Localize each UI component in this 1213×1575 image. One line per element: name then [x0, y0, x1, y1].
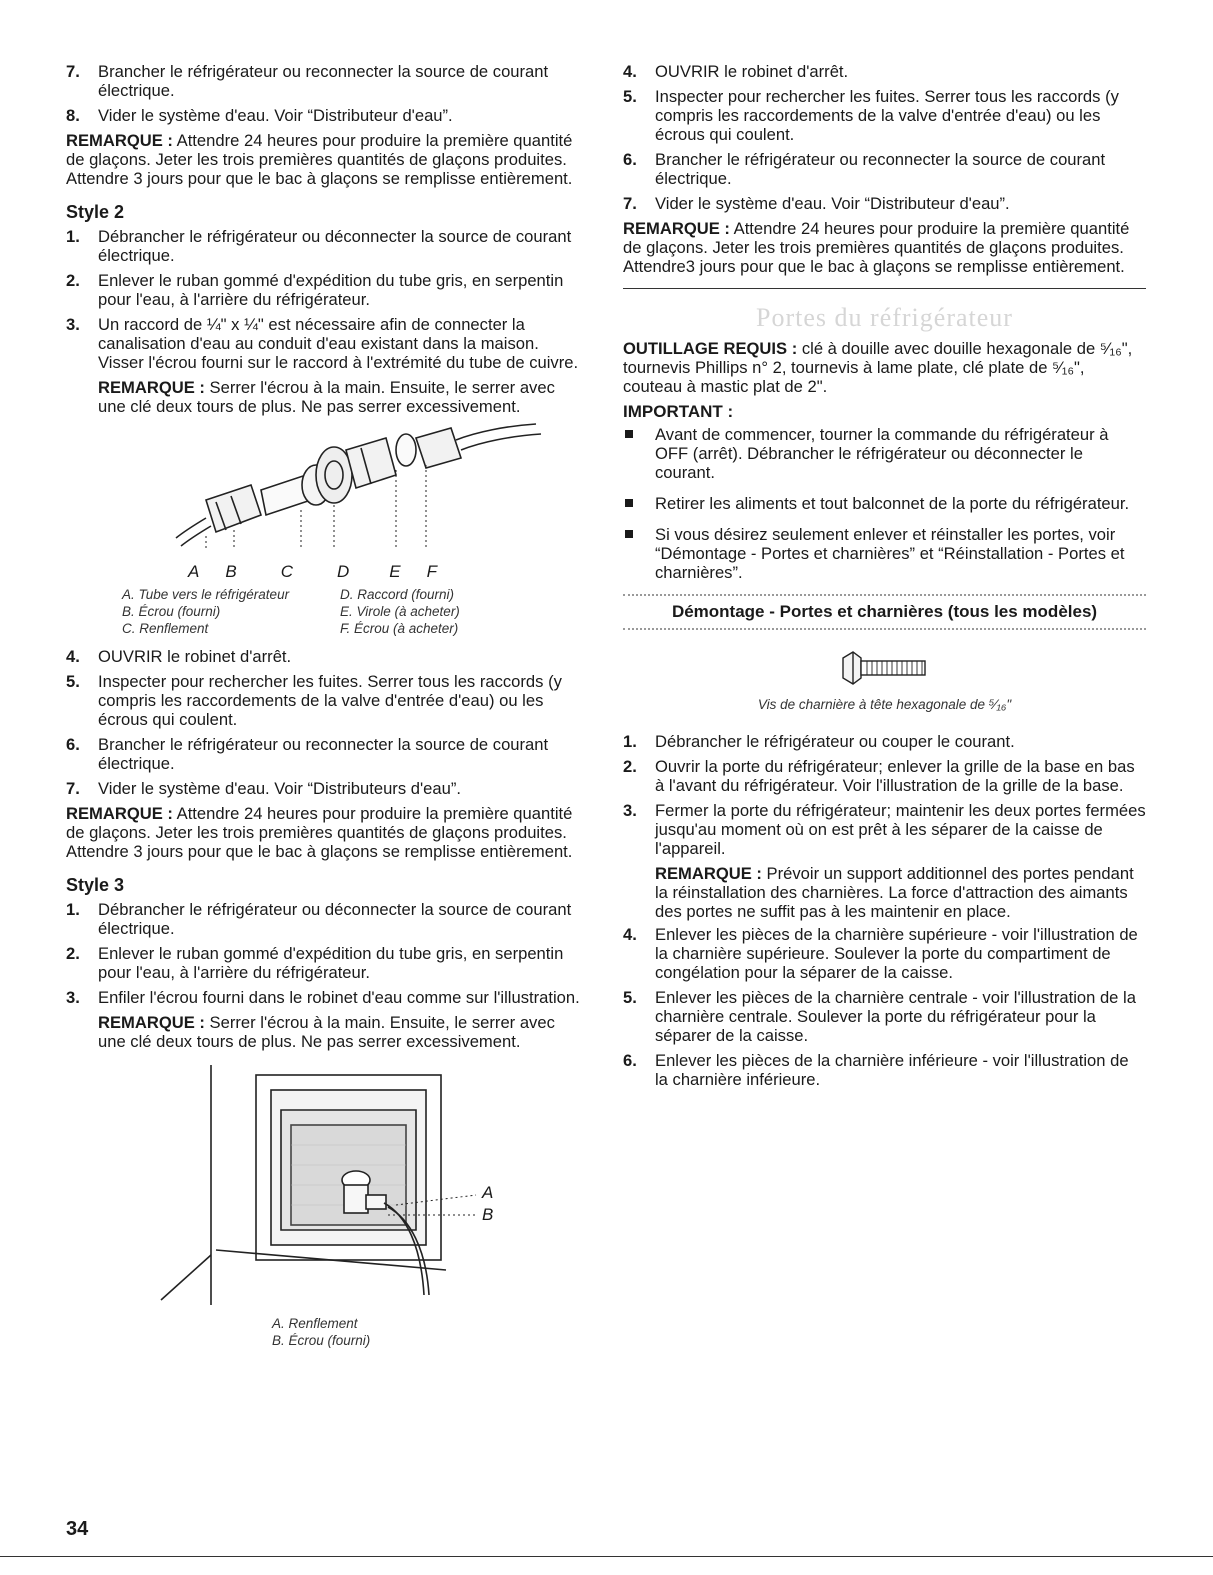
item-text: Ouvrir la porte du réfrigérateur; enlever la grille de la base en bas à l'avant du réfrigérateur. Voir l'illustration de la grille de la base.: [655, 757, 1135, 795]
item-number: 1.: [623, 732, 637, 751]
list-item: [66, 106, 586, 125]
legend-item: A. Tube vers le réfrigérateur: [122, 587, 290, 602]
list-item: [623, 87, 1146, 144]
item-number: 5.: [623, 87, 637, 106]
tools-note: [623, 339, 1146, 396]
item-text: Débrancher le réfrigérateur ou déconnecter la source de courant électrique.: [98, 900, 572, 938]
bullet-icon: [625, 499, 633, 507]
note-label: REMARQUE :: [66, 804, 173, 823]
list-item: [66, 779, 586, 798]
list-item: [623, 801, 1146, 858]
item-number: 3.: [66, 315, 80, 334]
item-number: 4.: [623, 62, 637, 81]
legend-item: B. Écrou (fourni): [122, 604, 221, 619]
list-item: [66, 647, 586, 666]
fig-letter: C: [280, 562, 293, 581]
item-text: Vider le système d'eau. Voir “Distributeur d'eau”.: [655, 194, 1010, 213]
bullet-item: [623, 494, 1146, 513]
note-label: REMARQUE :: [98, 1013, 205, 1032]
note: [623, 219, 1146, 276]
item-number: 6.: [623, 150, 637, 169]
item-number: 3.: [66, 988, 80, 1007]
item-number: 7.: [623, 194, 637, 213]
item-number: 7.: [66, 779, 80, 798]
fig-letter: F: [426, 562, 437, 581]
subsection-title: Démontage - Portes et charnières (tous les modèles): [671, 602, 1098, 621]
item-number: 1.: [66, 900, 80, 919]
figure-legend: [272, 1315, 586, 1349]
item-text: Enlever les pièces de la charnière centrale - voir l'illustration de la charnière centrale. Soulever la porte du réfrigérateur pour la séparer de la caisse.: [655, 988, 1136, 1045]
list-item: [66, 735, 586, 773]
legend-item: D. Raccord (fourni): [340, 587, 455, 602]
item-text: Brancher le réfrigérateur ou reconnecter la source de courant électrique.: [98, 735, 549, 773]
right-column: [623, 62, 1146, 1095]
note: [66, 1013, 586, 1051]
list-item: [66, 227, 586, 265]
screw-illustration: [623, 648, 1146, 712]
item-text: Fermer la porte du réfrigérateur; maintenir les deux portes fermées jusqu'au moment où on est prêt à les séparer de la caisse de l'appareil.: [655, 801, 1146, 858]
bullet-text: Avant de commencer, tourner la commande du réfrigérateur à OFF (arrêt). Débrancher le réfrigérateur ou déconnecter le courant.: [655, 425, 1109, 482]
item-number: 8.: [66, 106, 80, 125]
note: [66, 378, 586, 416]
item-number: 2.: [66, 944, 80, 963]
figure-letters: [188, 562, 586, 582]
fig-label-a: A: [482, 1183, 494, 1202]
item-number: 5.: [66, 672, 80, 691]
tools-text: clé à douille avec douille hexagonale de ⁵⁄₁₆", tournevis Phillips n° 2, tournevis à lame plate, clé plate de ⁵⁄₁₆", couteau à mastic plat de 2".: [623, 339, 1133, 396]
hex-screw-icon: [835, 648, 935, 688]
list-item: [623, 988, 1146, 1045]
note-text: Attendre 24 heures pour produire la première quantité de glaçons. Jeter les trois premières quantités de glaçons produites. Attendre 3 jours pour que le bac à glaçons se remplisse entièrement.: [66, 804, 573, 861]
valve-illustration: [66, 1055, 586, 1315]
note-text: Serrer l'écrou à la main. Ensuite, le serrer avec une clé deux tours de plus. Ne pas serrer excessivement.: [98, 1013, 555, 1051]
list-item: [623, 194, 1146, 213]
item-number: 6.: [623, 1051, 637, 1070]
note-label: REMARQUE :: [655, 864, 762, 883]
style3-heading: Style 3: [66, 875, 125, 895]
bullet-item: [623, 425, 1146, 482]
item-text: Un raccord de ¼" x ¼" est nécessaire afin de connecter la canalisation d'eau au conduit d'eau existant dans la maison. Visser l'écrou fourni sur le raccord à l'extrémité du tube de cuivre.: [98, 315, 579, 372]
section-title: Portes du réfrigérateur: [756, 303, 1013, 332]
legend-item: F. Écrou (à acheter): [340, 621, 459, 636]
item-text: OUVRIR le robinet d'arrêt.: [98, 647, 292, 666]
bullet-item: [623, 525, 1146, 582]
dotted-divider: [623, 628, 1146, 630]
item-text: Vider le système d'eau. Voir “Distributeurs d'eau”.: [98, 779, 461, 798]
list-item: [66, 672, 586, 729]
item-text: OUVRIR le robinet d'arrêt.: [655, 62, 849, 81]
item-number: 3.: [623, 801, 637, 820]
note-label: REMARQUE :: [623, 219, 730, 238]
item-number: 4.: [66, 647, 80, 666]
fig-letter: B: [225, 562, 237, 581]
list-item: [66, 988, 586, 1007]
note-label: REMARQUE :: [66, 131, 173, 150]
note-text: Serrer l'écrou à la main. Ensuite, le serrer avec une clé deux tours de plus. Ne pas serrer excessivement.: [98, 378, 555, 416]
item-text: Brancher le réfrigérateur ou reconnecter la source de courant électrique.: [655, 150, 1106, 188]
style2-heading: Style 2: [66, 202, 125, 222]
note-text: Attendre 24 heures pour produire la première quantité de glaçons. Jeter les trois premières quantités de glaçons produites. Attendre3 jours pour que le bac à glaçons se remplisse entièrement.: [623, 219, 1130, 276]
item-number: 1.: [66, 227, 80, 246]
item-text: Vider le système d'eau. Voir “Distributeur d'eau”.: [98, 106, 453, 125]
dotted-divider: [623, 594, 1146, 596]
item-text: Enfiler l'écrou fourni dans le robinet d'eau comme sur l'illustration.: [98, 988, 580, 1007]
important-heading: IMPORTANT :: [623, 402, 734, 421]
item-text: Enlever le ruban gommé d'expédition du tube gris, en serpentin pour l'eau, à l'arrière du réfrigérateur.: [98, 271, 564, 309]
fig-letter: E: [389, 562, 401, 581]
item-text: Inspecter pour rechercher les fuites. Serrer tous les raccords (y compris les raccordements de la valve d'entrée d'eau) ou les écrous qui coulent.: [655, 87, 1119, 144]
fitting-illustration: [66, 420, 586, 560]
legend-item: E. Virole (à acheter): [340, 604, 460, 619]
note: [623, 864, 1146, 921]
item-number: 2.: [66, 271, 80, 290]
list-item: [623, 732, 1146, 751]
item-text: Inspecter pour rechercher les fuites. Serrer tous les raccords (y compris les raccordements de la valve d'entrée d'eau) ou les écrous qui coulent.: [98, 672, 562, 729]
item-text: Enlever les pièces de la charnière inférieure - voir l'illustration de la charnière inférieure.: [655, 1051, 1129, 1089]
list-item: [66, 315, 586, 372]
bullet-icon: [625, 530, 633, 538]
water-valve-drawing: [66, 1055, 586, 1315]
item-text: Enlever le ruban gommé d'expédition du tube gris, en serpentin pour l'eau, à l'arrière du réfrigérateur.: [98, 944, 564, 982]
item-text: Débrancher le réfrigérateur ou déconnecter la source de courant électrique.: [98, 227, 572, 265]
item-number: 2.: [623, 757, 637, 776]
footer-rule: [0, 1556, 1213, 1557]
list-item: [66, 944, 586, 982]
legend-item: C. Renflement: [122, 621, 209, 636]
list-item: [66, 900, 586, 938]
fig-label-b: B: [482, 1205, 494, 1224]
left-column: [66, 62, 586, 1349]
item-number: 5.: [623, 988, 637, 1007]
item-number: 7.: [66, 62, 80, 81]
figure-legend: [122, 586, 586, 637]
item-number: 6.: [66, 735, 80, 754]
fig-letter: A: [188, 562, 200, 581]
note: [66, 804, 586, 861]
screw-caption: Vis de charnière à tête hexagonale de ⁵⁄₁₆": [757, 697, 1012, 712]
list-item: [623, 925, 1146, 982]
list-item: [623, 1051, 1146, 1089]
list-item: [623, 62, 1146, 81]
note-text: Prévoir un support additionnel des portes pendant la réinstallation des charnières. La force d'attraction des aimants des portes ne suffit pas à les maintenir en place.: [655, 864, 1134, 921]
item-number: 4.: [623, 925, 637, 944]
note: [66, 131, 586, 188]
bullet-icon: [625, 430, 633, 438]
pipe-fitting-drawing: [66, 420, 586, 560]
note-text: Attendre 24 heures pour produire la première quantité de glaçons. Jeter les trois premières quantités de glaçons produites. Attendre 3 jours pour que le bac à glaçons se remplisse entièrement.: [66, 131, 573, 188]
legend-item: A. Renflement: [272, 1316, 358, 1331]
list-item: [623, 757, 1146, 795]
bullet-text: Retirer les aliments et tout balconnet de la porte du réfrigérateur.: [655, 494, 1130, 513]
item-text: Débrancher le réfrigérateur ou couper le courant.: [655, 732, 1015, 751]
fig-letter: D: [336, 562, 350, 581]
note-label: REMARQUE :: [98, 378, 205, 397]
list-item: [66, 62, 586, 100]
list-item: [623, 150, 1146, 188]
item-text: Brancher le réfrigérateur ou reconnecter la source de courant électrique.: [98, 62, 549, 100]
tools-label: OUTILLAGE REQUIS :: [623, 339, 798, 358]
legend-item: B. Écrou (fourni): [272, 1333, 371, 1348]
list-item: [66, 271, 586, 309]
bullet-text: Si vous désirez seulement enlever et réinstaller les portes, voir “Démontage - Portes et charnières” et “Réinstallation - Portes et charnières”.: [655, 525, 1125, 582]
page-number: 34: [66, 1518, 89, 1540]
section-divider: [623, 288, 1146, 289]
item-text: Enlever les pièces de la charnière supérieure - voir l'illustration de la charnière supérieure. Soulever la porte du compartiment de congélation pour la séparer de la caisse.: [655, 925, 1138, 982]
